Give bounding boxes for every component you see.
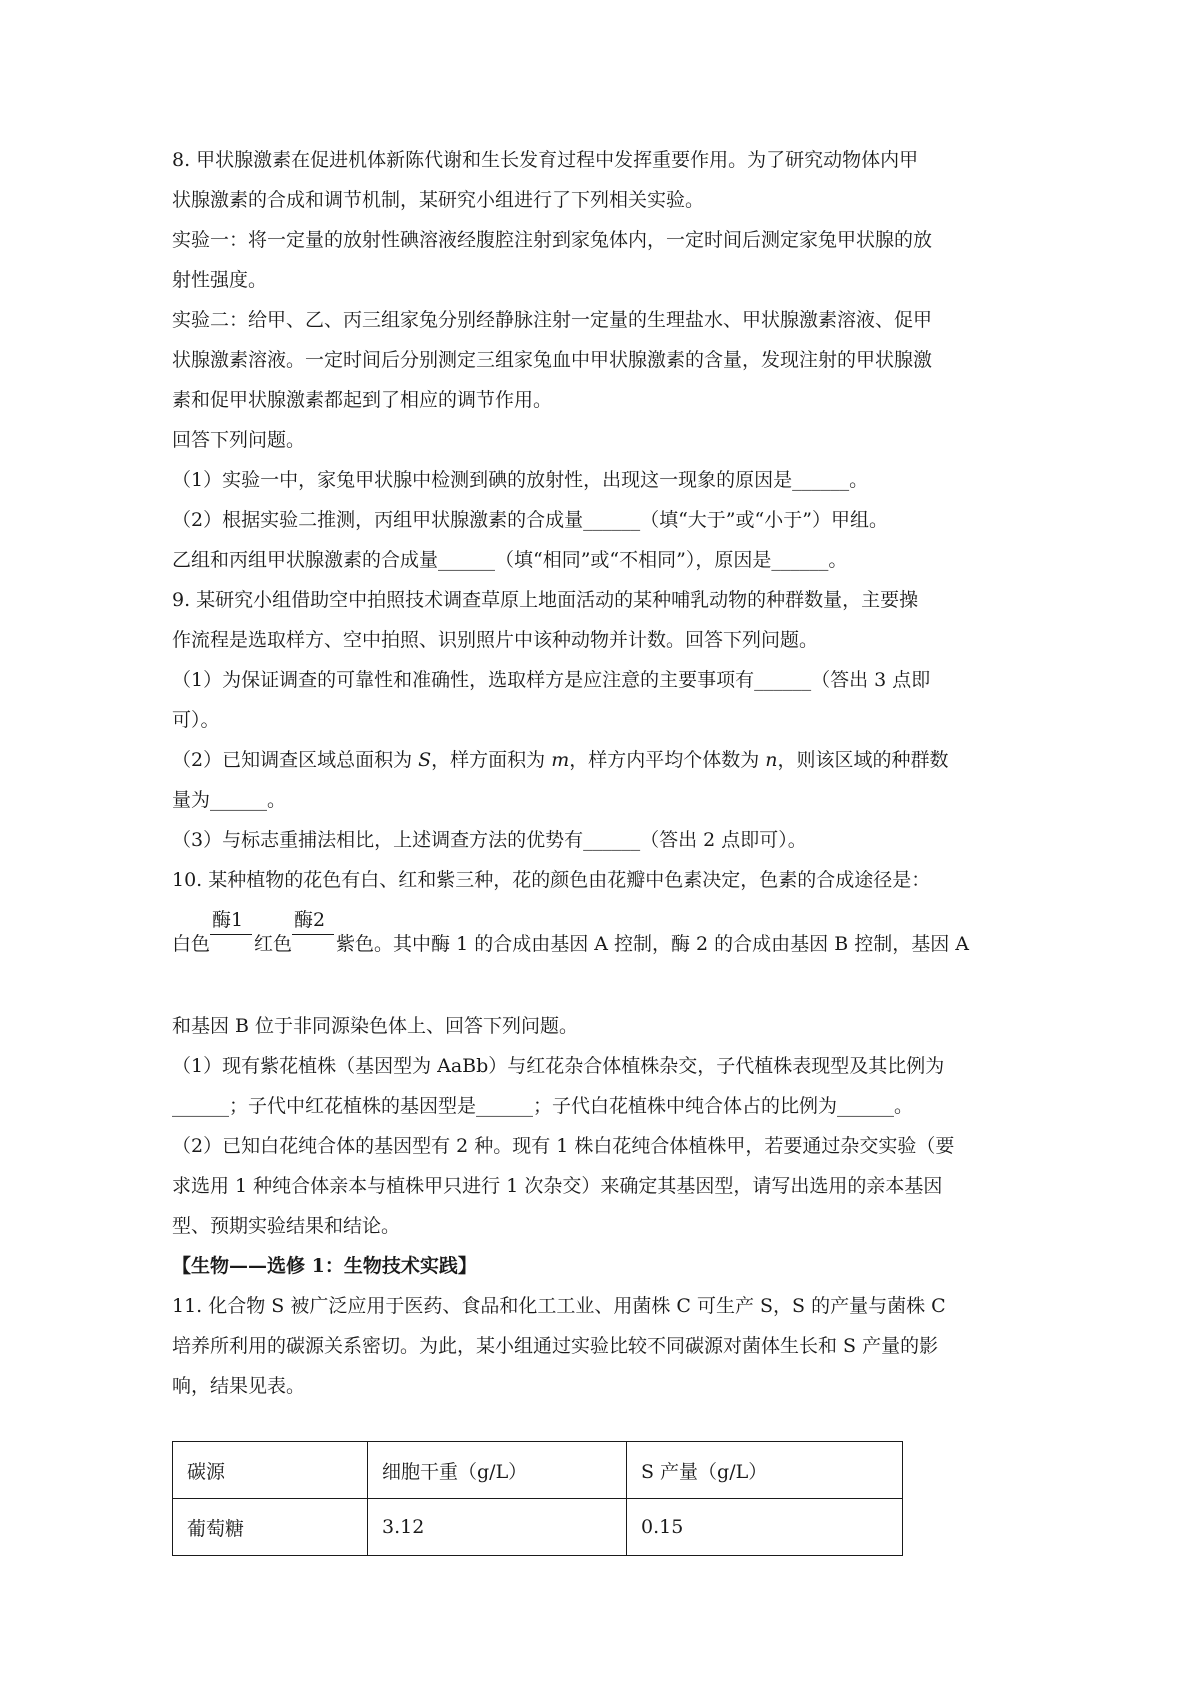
q8-line-3: 实验一：将一定量的放射性碘溶液经腹腔注射到家兔体内，一定时间后测定家兔甲状腺的放 <box>172 229 933 251</box>
q9-text-a: （2）已知调查区域总面积为 <box>172 749 419 771</box>
q9-line-6: 量为______。 <box>172 789 287 811</box>
q10-subq-2: （2）已知白花纯合体的基因型有 2 种。现有 1 株白花纯合体植株甲，若要通过杂交实验（要 <box>172 1135 955 1157</box>
q8-subq-2: （2）根据实验二推测，丙组甲状腺激素的合成量______（填“大于”或“小于”）甲组。 <box>172 509 888 531</box>
q10-line-7: 求选用 1 种纯合体亲本与植株甲只进行 1 次杂交）来确定其基因型，请写出选用的亲本基因 <box>172 1175 943 1197</box>
q8-line-1: 8. 甲状腺激素在促进机体新陈代谢和生长发育过程中发挥重要作用。为了研究动物体内甲 <box>172 149 919 171</box>
q8-line-8: 回答下列问题。 <box>172 429 306 451</box>
q8-line-4: 射性强度。 <box>172 269 268 291</box>
q9-text-c: ，样方内平均个体数为 <box>569 749 766 771</box>
q9-text-b: ，样方面积为 <box>431 749 552 771</box>
q8-line-2: 状腺激素的合成和调节机制，某研究小组进行了下列相关实验。 <box>172 189 705 211</box>
q9-line-2: 作流程是选取样方、空中拍照、识别照片中该种动物并计数。回答下列问题。 <box>172 629 819 651</box>
table-header-row <box>173 1442 903 1499</box>
enzyme2-arrow <box>292 909 336 958</box>
section-heading: 【生物——选修 1：生物技术实践】 <box>172 1255 477 1277</box>
table-cell: 3.12 <box>368 1499 627 1556</box>
q8-line-7: 素和促甲状腺激素都起到了相应的调节作用。 <box>172 389 553 411</box>
table-header-cell: 碳源 <box>173 1442 368 1499</box>
q10-line-3: 和基因 B 位于非同源染色体上、回答下列问题。 <box>172 1015 579 1037</box>
q8-line-11: 乙组和丙组甲状腺激素的合成量______（填“相同”或“不相同”），原因是______。 <box>172 549 848 571</box>
q9-text-d: ，则该区域的种群数 <box>777 749 949 771</box>
q8-line-6: 状腺激素溶液。一定时间后分别测定三组家兔血中甲状腺激素的含量，发现注射的甲状腺激 <box>172 349 933 371</box>
q9-subq-2 <box>172 746 949 774</box>
results-table <box>172 1441 903 1556</box>
var-S: S <box>418 749 432 771</box>
q10-subq-1: （1）现有紫花植株（基因型为 AaBb）与红花杂合体植株杂交，子代植株表现型及其比例为 <box>172 1055 945 1077</box>
q8-subq-1: （1）实验一中，家兔甲状腺中检测到碘的放射性，出现这一现象的原因是______。 <box>172 469 869 491</box>
q11-line-1: 11. 化合物 S 被广泛应用于医药、食品和化工工业、用菌株 C 可生产 S，S 的产量与菌株 C <box>172 1295 946 1317</box>
q10-line-1: 10. 某种植物的花色有白、红和紫三种，花的颜色由花瓣中色素决定，色素的合成途径是： <box>172 869 931 891</box>
q10-line-8: 型、预期实验结果和结论。 <box>172 1215 401 1237</box>
pathway-white: 白色 <box>172 933 211 955</box>
var-m: m <box>551 749 570 771</box>
table-header-cell: 细胞干重（g/L） <box>368 1442 627 1499</box>
q8-line-5: 实验二：给甲、乙、丙三组家兔分别经静脉注射一定量的生理盐水、甲状腺激素溶液、促甲 <box>172 309 933 331</box>
enzyme1-arrow <box>210 909 254 958</box>
q10-line-5: ______；子代中红花植株的基因型是______；子代白花植株中纯合体占的比例为______。 <box>172 1095 914 1117</box>
q11-line-3: 响，结果见表。 <box>172 1375 306 1397</box>
enzyme1-label: 酶1 <box>212 909 244 931</box>
table-cell: 0.15 <box>627 1499 903 1556</box>
q10-pathway-line <box>172 909 969 958</box>
pathway-rest: 紫色。其中酶 1 的合成由基因 A 控制，酶 2 的合成由基因 B 控制，基因 A <box>336 933 969 955</box>
var-n: n <box>765 749 778 771</box>
q9-line-4: 可）。 <box>172 709 220 731</box>
pathway-red: 红色 <box>254 933 293 955</box>
q9-subq-1: （1）为保证调查的可靠性和准确性，选取样方是应注意的主要事项有______（答出 3 点即 <box>172 669 931 691</box>
table-header-cell: S 产量（g/L） <box>627 1442 903 1499</box>
q9-line-1: 9. 某研究小组借助空中拍照技术调查草原上地面活动的某种哺乳动物的种群数量，主要操 <box>172 589 919 611</box>
table-cell: 葡萄糖 <box>173 1499 368 1556</box>
q11-line-2: 培养所利用的碳源关系密切。为此，某小组通过实验比较不同碳源对菌体生长和 S 产量的影 <box>172 1335 939 1357</box>
table-row <box>173 1499 903 1556</box>
enzyme2-label: 酶2 <box>294 909 326 931</box>
q9-subq-3: （3）与标志重捕法相比，上述调查方法的优势有______（答出 2 点即可）。 <box>172 829 807 851</box>
